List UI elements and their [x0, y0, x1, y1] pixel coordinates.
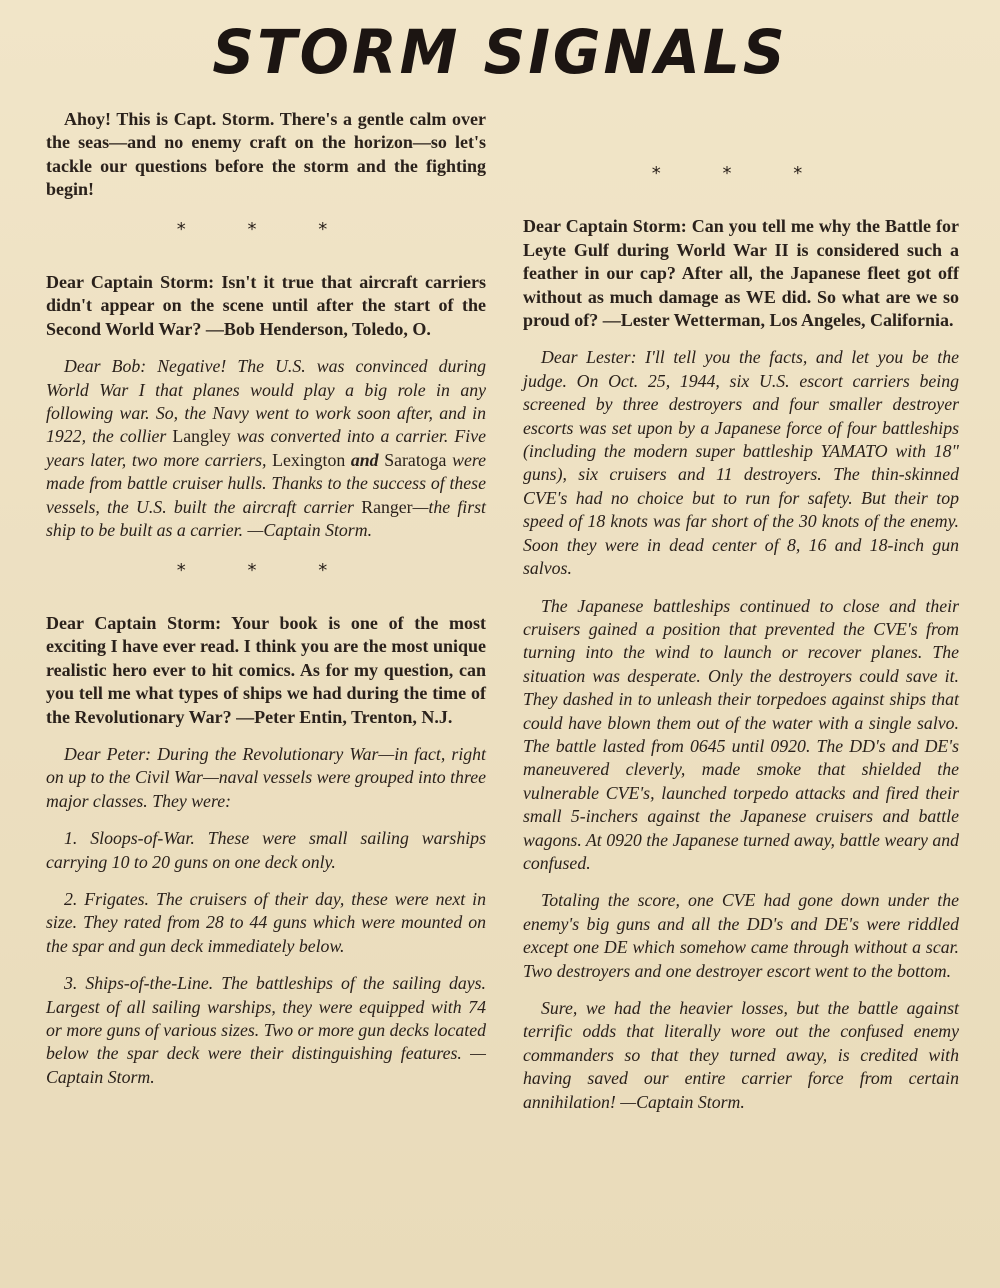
- letter-question: Dear Captain Storm: Your book is one of the most exciting I have ever read. I think you are the most unique realistic hero ever to hit comics. As for my question, can you tell me what types of ships we had during the time of the Revolutionary War? —Peter Entin, Trenton, N.J.: [46, 612, 486, 727]
- separator-stars: * * *: [176, 559, 356, 581]
- letter-answer: Dear Lester: I'll tell you the facts, and let you be the judge. On Oct. 25, 1944, six U.S. escort carriers being screened by three destroyers and four smaller destroyer escorts was set upon by a Japanese force of four battleships (including the modern super battleship YAMATO with 18" guns), six cruisers and 11 destroyers. The thin-skinned CVE's had no choice but to run for safety. But their top speed of 18 knots was far short of the 30 knots of the enemy. Soon they were in dead center of 8, 16 and 18-inch gun salvos.: [523, 347, 959, 579]
- intro-paragraph: Ahoy! This is Capt. Storm. There's a gentle calm over the seas—and no enemy craft on the horizon—so let's tackle our questions before the storm and the fighting begin!: [46, 109, 486, 200]
- page-title: STORM SIGNALS: [212, 16, 788, 88]
- letter-answer: Totaling the score, one CVE had gone down under the enemy's big guns and all the DD's and DE's were riddled except one DE which somehow came through without a scar. Two destroyers and one destroyer escort went to the bottom.: [523, 890, 959, 981]
- letter-answer: Sure, we had the heavier losses, but the battle against terrific odds that literally wore out the confused enemy commanders so that they turned away, is credited with having saved our entire carrier force from certain annihilation! —Captain Storm.: [523, 998, 959, 1112]
- ship-class-item: 2. Frigates. The cruisers of their day, these were next in size. They rated from 28 to 44 guns which were mounted on the spar and gun deck immediately below.: [46, 888, 486, 956]
- ship-class-item: 3. Ships-of-the-Line. The battleships of the sailing days. Largest of all sailing warships, they were equipped with 74 or more guns of various sizes. Two or more gun decks located below the spar deck were their distinguishing features. —Captain Storm.: [46, 973, 486, 1087]
- left-column: [46, 108, 486, 1103]
- letter-answer: Dear Peter: During the Revolutionary War—in fact, right on up to the Civil War—naval vessels were grouped into three major classes. They were:: [46, 743, 486, 811]
- separator-stars: * * *: [176, 218, 356, 240]
- letter-answer: The Japanese battleships continued to close and their cruisers gained a position that prevented the CVE's from turning into the wind to launch or recover planes. The situation was desperate. Only the destroyers could save it. They dashed in to unleash their torpedoes against ships that could have blown them out of the water with a single salvo. The battle lasted from 0645 until 0920. The DD's and DE's maneuvered cleverly, made smoke that shielded the vulnerable CVE's, launched torpedo attacks and fired their small 5-inchers against the Japanese cruisers and battle wagons. At 0920 the Japanese turned away, battle weary and confused.: [523, 595, 959, 873]
- letter-question: Dear Captain Storm: Can you tell me why the Battle for Leyte Gulf during World War II is considered such a feather in our cap? After all, the Japanese fleet got off without as much damage as WE did. So what are we so proud of? —Lester Wetterman, Los Angeles, California.: [523, 216, 959, 331]
- letter-question: Dear Captain Storm: Isn't it true that aircraft carriers didn't appear on the scene until after the start of the Second World War? —Bob Henderson, Toledo, O.: [46, 272, 486, 339]
- right-column: [523, 110, 959, 1128]
- letter-answer: Dear Bob: Negative! The U.S. was convinced during World War I that planes would play a big role in any following war. So, the Navy went to work soon after, and in 1922, the collier Langley was converted into a carrier. Five years later, two more carriers, Lexington and Saratoga were made from battle cruiser hulls. Thanks to the success of these vessels, the U.S. built the aircraft carrier Ranger—the first ship to be built as a carrier. —Captain Storm.: [46, 356, 486, 541]
- separator-stars: * * *: [651, 163, 831, 184]
- ship-class-item: 1. Sloops-of-War. These were small sailing warships carrying 10 to 20 guns on one deck only.: [46, 828, 486, 872]
